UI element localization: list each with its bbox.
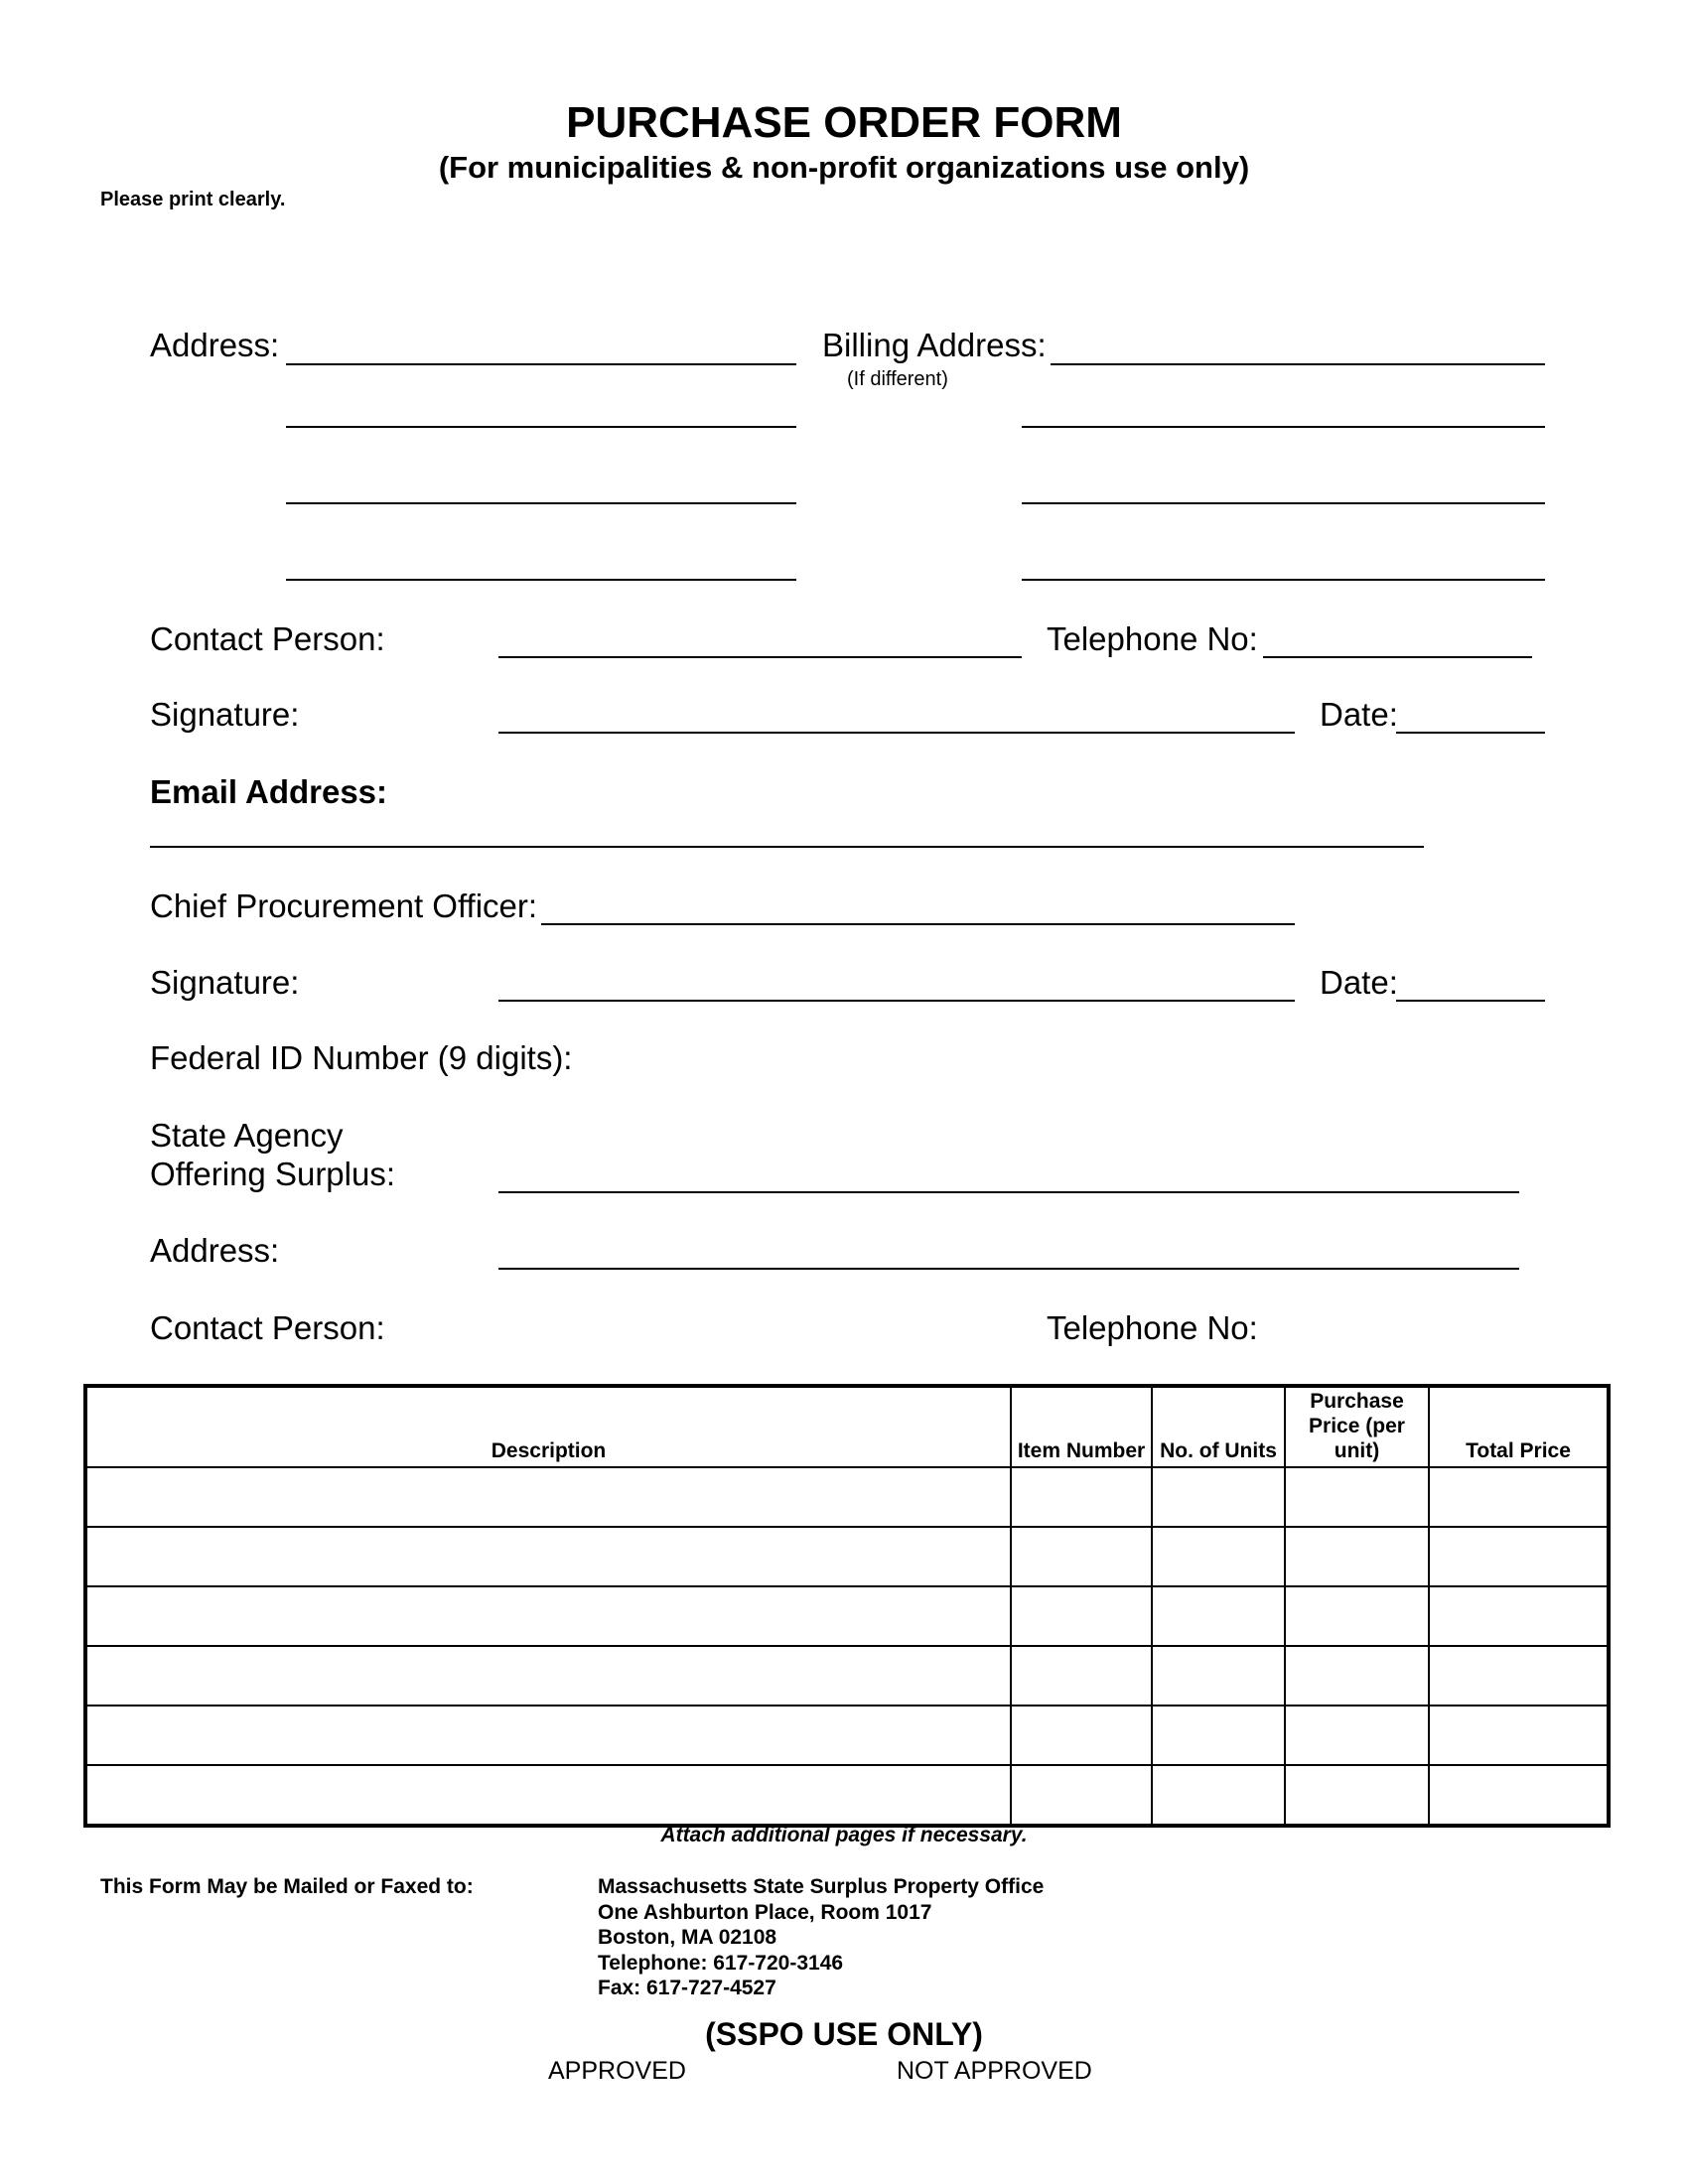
state-agency-label-line1: State Agency [150, 1117, 344, 1154]
agency-address-label: Address: [150, 1232, 280, 1269]
date-label: Date: [1320, 696, 1398, 733]
approved-label: APPROVED [548, 2057, 686, 2085]
item-number-cell[interactable] [1011, 1646, 1152, 1706]
email-address-label: Email Address: [150, 773, 388, 810]
item-number-cell[interactable] [1011, 1467, 1152, 1527]
address-line-3[interactable] [286, 502, 796, 504]
billing-address-line-3[interactable] [1022, 502, 1545, 504]
description-cell[interactable] [85, 1467, 1011, 1527]
telephone-label: Telephone No: [1047, 620, 1258, 657]
cpo-signature-line[interactable] [498, 1000, 1295, 1002]
signature-line[interactable] [498, 732, 1295, 734]
item-number-cell[interactable] [1011, 1765, 1152, 1826]
description-cell[interactable] [85, 1706, 1011, 1765]
agency-contact-person-label: Contact Person: [150, 1309, 385, 1346]
units-cell[interactable] [1152, 1586, 1285, 1646]
units-cell[interactable] [1152, 1646, 1285, 1706]
not-approved-label: NOT APPROVED [897, 2057, 1092, 2085]
header-total-price: Total Price [1429, 1386, 1609, 1467]
mailing-address-block [598, 1874, 1044, 2001]
unit-price-cell[interactable] [1285, 1527, 1429, 1586]
items-table-header-row [85, 1386, 1609, 1467]
federal-id-label: Federal ID Number (9 digits): [150, 1039, 573, 1076]
contact-person-line[interactable] [498, 656, 1022, 658]
billing-address-line-4[interactable] [1022, 579, 1545, 581]
billing-if-different-note: (If different) [847, 368, 948, 390]
state-agency-label-line2: Offering Surplus: [150, 1156, 396, 1192]
attach-pages-note: Attach additional pages if necessary. [660, 1824, 1028, 1846]
description-cell[interactable] [85, 1765, 1011, 1826]
table-row [85, 1765, 1609, 1826]
signature-label: Signature: [150, 696, 300, 733]
unit-price-cell[interactable] [1285, 1467, 1429, 1527]
address-line-1[interactable] [286, 363, 796, 365]
cpo-signature-label: Signature: [150, 964, 300, 1001]
email-address-line[interactable] [150, 846, 1424, 848]
contact-person-label: Contact Person: [150, 620, 385, 657]
cpo-line[interactable] [541, 923, 1295, 925]
items-table [83, 1384, 1611, 1828]
table-row [85, 1527, 1609, 1586]
units-cell[interactable] [1152, 1527, 1285, 1586]
mailing-address-line: Massachusetts State Surplus Property Office [598, 1875, 1045, 1898]
billing-address-line-2[interactable] [1022, 426, 1545, 428]
table-row [85, 1586, 1609, 1646]
table-row [85, 1467, 1609, 1527]
form-subtitle: (For municipalities & non-profit organizations use only) [438, 150, 1250, 185]
mailing-address-line: One Ashburton Place, Room 1017 [598, 1900, 932, 1924]
state-agency-line[interactable] [498, 1191, 1519, 1193]
cpo-date-line[interactable] [1396, 1000, 1545, 1002]
unit-price-cell[interactable] [1285, 1646, 1429, 1706]
item-number-cell[interactable] [1011, 1586, 1152, 1646]
address-label: Address: [150, 327, 280, 363]
description-cell[interactable] [85, 1646, 1011, 1706]
header-description: Description [85, 1386, 1011, 1467]
total-price-cell[interactable] [1429, 1586, 1609, 1646]
table-row [85, 1646, 1609, 1706]
total-price-cell[interactable] [1429, 1527, 1609, 1586]
form-title: PURCHASE ORDER FORM [566, 98, 1122, 147]
header-item-number: Item Number [1011, 1386, 1152, 1467]
total-price-cell[interactable] [1429, 1646, 1609, 1706]
table-row [85, 1706, 1609, 1765]
agency-address-line[interactable] [498, 1268, 1519, 1270]
item-number-cell[interactable] [1011, 1706, 1152, 1765]
mailing-label: This Form May be Mailed or Faxed to: [100, 1875, 474, 1898]
unit-price-cell[interactable] [1285, 1586, 1429, 1646]
total-price-cell[interactable] [1429, 1706, 1609, 1765]
billing-address-label: Billing Address: [822, 327, 1047, 363]
mailing-address-line: Boston, MA 02108 [598, 1926, 777, 1949]
unit-price-cell[interactable] [1285, 1706, 1429, 1765]
item-number-cell[interactable] [1011, 1527, 1152, 1586]
address-line-4[interactable] [286, 579, 796, 581]
unit-price-cell[interactable] [1285, 1765, 1429, 1826]
telephone-line[interactable] [1263, 656, 1532, 658]
agency-telephone-label: Telephone No: [1047, 1309, 1258, 1346]
address-line-2[interactable] [286, 426, 796, 428]
date-line[interactable] [1396, 732, 1545, 734]
mailing-fax: Fax: 617-727-4527 [598, 1977, 776, 1999]
description-cell[interactable] [85, 1586, 1011, 1646]
units-cell[interactable] [1152, 1706, 1285, 1765]
header-purchase-price: Purchase Price (per unit) [1285, 1386, 1429, 1467]
total-price-cell[interactable] [1429, 1765, 1609, 1826]
total-price-cell[interactable] [1429, 1467, 1609, 1527]
description-cell[interactable] [85, 1527, 1011, 1586]
billing-address-line-1[interactable] [1051, 363, 1545, 365]
print-note: Please print clearly. [100, 189, 286, 210]
units-cell[interactable] [1152, 1765, 1285, 1826]
cpo-date-label: Date: [1320, 964, 1398, 1001]
cpo-label: Chief Procurement Officer: [150, 887, 538, 924]
mailing-telephone: Telephone: 617-720-3146 [598, 1951, 844, 1975]
sspo-use-only-title: (SSPO USE ONLY) [705, 2016, 983, 2052]
units-cell[interactable] [1152, 1467, 1285, 1527]
header-no-of-units: No. of Units [1152, 1386, 1285, 1467]
